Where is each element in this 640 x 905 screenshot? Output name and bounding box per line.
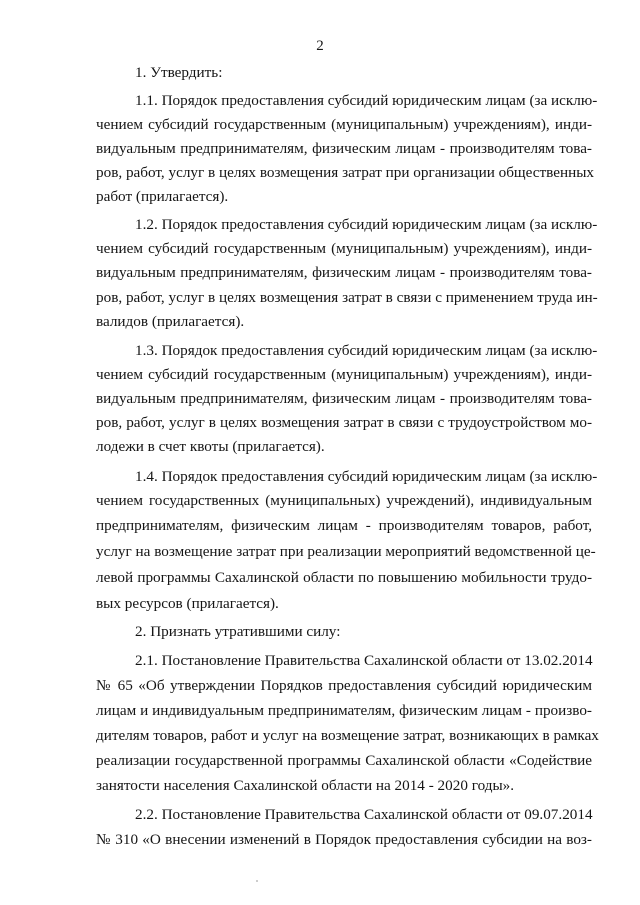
scan-speck	[256, 880, 258, 882]
item-1-2-line-2: чением субсидий государственным (муниципальным) учреждениям), инди-	[96, 240, 592, 257]
item-1-heading: 1. Утвердить:	[135, 64, 223, 81]
item-1-4-line-3: предпринимателям, физическим лицам - производителям товаров, работ,	[96, 517, 592, 534]
item-2-1-line-5: реализации государственной программы Сахалинской области «Содействие	[96, 752, 592, 769]
item-1-3-line-4: ров, работ, услуг в целях возмещения затрат в связи с трудоустройством мо-	[96, 414, 592, 431]
item-1-2-line-5: валидов (прилагается).	[96, 313, 245, 330]
item-2-1-line-2: № 65 «Об утверждении Порядков предоставления субсидий юридическим	[96, 677, 592, 694]
item-2-1-line-1: 2.1. Постановление Правительства Сахалинской области от 13.02.2014	[135, 652, 593, 669]
item-1-1-line-4: ров, работ, услуг в целях возмещения затрат при организации общественных	[96, 164, 595, 181]
item-1-4-line-2: чением государственных (муниципальных) учреждений), индивидуальным	[96, 492, 592, 509]
item-2-1-line-6: занятости населения Сахалинской области на 2014 - 2020 годы».	[96, 777, 515, 794]
item-2-1-line-3: лицам и индивидуальным предпринимателям, физическим лицам - произво-	[96, 702, 592, 719]
item-1-4-line-4: услуг на возмещение затрат при реализации мероприятий ведомственной це-	[96, 543, 596, 560]
item-2-2-line-1: 2.2. Постановление Правительства Сахалинской области от 09.07.2014	[135, 806, 593, 823]
item-1-3-line-1: 1.3. Порядок предоставления субсидий юридическим лицам (за исклю-	[135, 342, 598, 359]
item-1-1-line-1: 1.1. Порядок предоставления субсидий юридическим лицам (за исклю-	[135, 92, 598, 109]
item-1-4-line-5: левой программы Сахалинской области по повышению мобильности трудо-	[96, 569, 592, 586]
item-1-3-line-5: лодежи в счет квоты (прилагается).	[96, 438, 325, 455]
item-1-4-line-6: вых ресурсов (прилагается).	[96, 595, 279, 612]
item-1-1-line-5: работ (прилагается).	[96, 188, 229, 205]
item-1-2-line-4: ров, работ, услуг в целях возмещения затрат в связи с применением труда ин-	[96, 289, 598, 306]
item-1-2-line-3: видуальным предпринимателям, физическим лицам - производителям това-	[96, 264, 592, 281]
item-1-3-line-3: видуальным предпринимателям, физическим лицам - производителям това-	[96, 390, 592, 407]
item-1-1-line-2: чением субсидий государственным (муниципальным) учреждениям), инди-	[96, 116, 592, 133]
item-1-4-line-1: 1.4. Порядок предоставления субсидий юридическим лицам (за исклю-	[135, 468, 598, 485]
item-1-2-line-1: 1.2. Порядок предоставления субсидий юридическим лицам (за исклю-	[135, 216, 598, 233]
item-2-heading: 2. Признать утратившими силу:	[135, 623, 341, 640]
item-2-1-line-4: дителям товаров, работ и услуг на возмещение затрат, возникающих в рамках	[96, 727, 599, 744]
item-1-3-line-2: чением субсидий государственным (муниципальным) учреждениям), инди-	[96, 366, 592, 383]
item-2-2-line-2: № 310 «О внесении изменений в Порядок предоставления субсидии на воз-	[96, 831, 592, 848]
page-number: 2	[316, 38, 324, 54]
item-1-1-line-3: видуальным предпринимателям, физическим лицам - производителям това-	[96, 140, 592, 157]
